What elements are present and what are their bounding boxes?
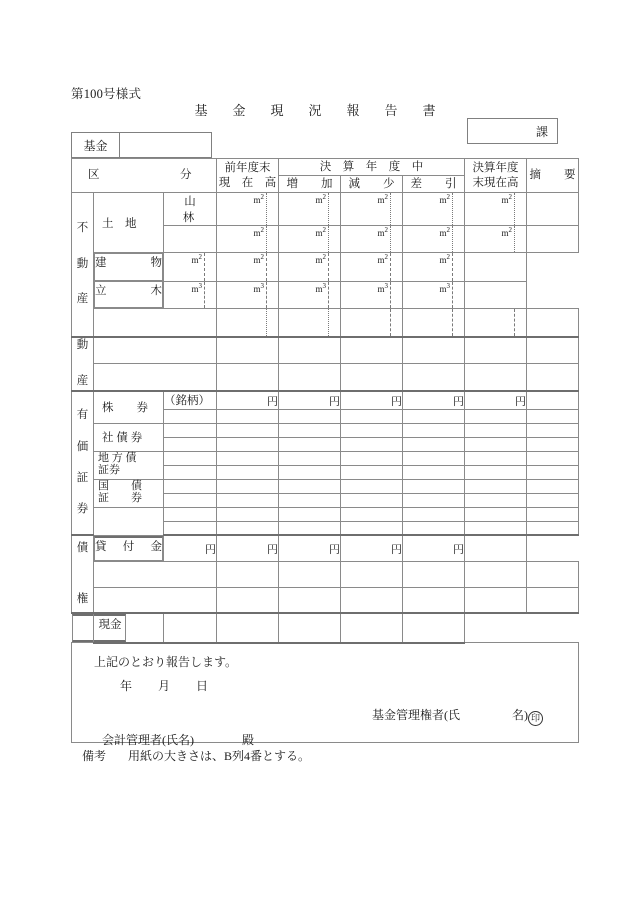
sub-label-corporate-bond (94, 423, 164, 451)
table-row (72, 535, 579, 561)
item-label-blank[interactable] (164, 451, 217, 465)
unit-yen: 円 (391, 543, 402, 556)
cell-decrease[interactable] (341, 409, 403, 423)
unit-cubic-meter: $m^3$ (377, 281, 388, 294)
cell-year-end[interactable] (465, 391, 527, 410)
table-row (72, 423, 579, 437)
cell-year-end[interactable] (465, 465, 527, 479)
header-during-year: 決 算 年 度 中 (279, 159, 465, 176)
cell-remarks[interactable] (527, 465, 579, 479)
cell-increase[interactable] (279, 479, 341, 493)
cell-prev-year-end[interactable] (217, 561, 279, 587)
cell-difference[interactable] (403, 493, 465, 507)
fund-label: 基金 (72, 133, 120, 157)
cell-increase[interactable] (279, 587, 341, 613)
cell-decrease[interactable] (341, 309, 403, 337)
group-label-securities (72, 391, 94, 536)
cell-prev-year-end[interactable] (217, 193, 279, 226)
cell-decrease[interactable] (341, 507, 403, 521)
cell-difference[interactable] (403, 391, 465, 410)
cell-decrease[interactable] (341, 493, 403, 507)
cell-prev-year-end[interactable] (217, 364, 279, 391)
sub-label-loan-mid: 付 (122, 540, 135, 553)
cell-year-end[interactable] (465, 337, 527, 364)
item-label-blank[interactable] (164, 423, 217, 437)
cell-prev-year-end[interactable] (217, 587, 279, 613)
item-label-blank[interactable] (164, 507, 217, 521)
unit-square-meter: $m^2$ (377, 253, 388, 265)
table-row (72, 613, 579, 643)
seal-icon: 印 (528, 711, 543, 726)
cell-remarks[interactable] (527, 493, 579, 507)
unit-square-meter: $m^2$ (439, 226, 451, 238)
group-label-securities-ch2: 価 (76, 440, 89, 453)
header-year-end (465, 159, 527, 193)
sub-label-corporate-bond-text: 社 債 券 (102, 432, 143, 444)
sub-label-national-bond-line1: 国 債 (98, 480, 142, 493)
statement-year: 年 (120, 678, 134, 693)
header-prev-year-end-line2: 現 在 高 (218, 176, 277, 189)
cell-difference[interactable] (403, 226, 465, 253)
statement-block (72, 643, 579, 747)
cell-decrease[interactable] (341, 451, 403, 465)
group-label-securities-ch1: 有 (76, 409, 89, 422)
cell-remarks[interactable] (527, 451, 579, 465)
table-row (72, 587, 579, 613)
cell-difference[interactable] (403, 451, 465, 465)
header-year-end-line2: 末現在高 (472, 176, 519, 189)
cell-year-end[interactable] (403, 535, 465, 561)
cell-year-end[interactable] (465, 226, 527, 253)
item-label-brand: （銘柄） (164, 391, 217, 410)
cell-increase[interactable] (217, 253, 279, 282)
cell-difference[interactable] (403, 507, 465, 521)
cell-decrease[interactable] (341, 465, 403, 479)
item-label-mountain-forest: 山 林 (164, 193, 217, 226)
unit-square-meter: $m^2$ (253, 226, 264, 238)
cell-increase[interactable] (279, 226, 341, 253)
cell-year-end[interactable] (403, 281, 465, 309)
cell-remarks[interactable] (527, 507, 579, 521)
header-prev-year-end-line1: 前年度末 (224, 162, 271, 175)
cell-remarks[interactable] (527, 423, 579, 437)
cell-remarks[interactable] (465, 253, 527, 282)
fund-name-input[interactable] (120, 133, 211, 157)
cell-decrease[interactable] (341, 587, 403, 613)
group-label-claims (72, 535, 94, 613)
cell-decrease[interactable] (341, 423, 403, 437)
cell-remarks[interactable] (527, 364, 579, 391)
cell-decrease[interactable] (341, 364, 403, 391)
cell-increase[interactable] (279, 561, 341, 587)
cell-decrease[interactable] (341, 193, 403, 226)
statement-date-line[interactable] (120, 677, 209, 694)
unit-square-meter: $m^2$ (253, 193, 264, 205)
table-row (72, 364, 579, 391)
fund-status-table (71, 158, 579, 747)
cell-year-end[interactable] (465, 451, 527, 465)
sub-label-blank[interactable] (94, 587, 217, 613)
unit-cubic-meter: $m^3$ (315, 281, 326, 294)
cell-year-end[interactable] (465, 409, 527, 423)
header-prev-year-end (217, 159, 279, 193)
table-row (72, 479, 579, 493)
cell-difference[interactable] (403, 423, 465, 437)
item-label-blank[interactable] (164, 465, 217, 479)
cell-prev-year-end[interactable] (217, 226, 279, 253)
cell-remarks[interactable] (403, 613, 465, 643)
header-category (72, 159, 217, 193)
cell-year-end[interactable] (465, 309, 527, 337)
unit-square-meter: $m^2$ (377, 193, 388, 205)
cell-year-end[interactable] (403, 253, 465, 282)
unit-square-meter: $m^2$ (439, 193, 451, 205)
cell-increase[interactable] (279, 507, 341, 521)
cell-prev-year-end[interactable] (217, 465, 279, 479)
header-category-label: 区 分 (88, 169, 192, 182)
cell-increase[interactable] (279, 423, 341, 437)
cell-increase[interactable] (279, 193, 341, 226)
statement-accountant: 会計管理者(氏名) (102, 732, 194, 747)
cell-difference[interactable] (341, 535, 403, 561)
cell-remarks[interactable] (527, 391, 579, 410)
cell-year-end[interactable] (465, 479, 527, 493)
cell-year-end[interactable] (465, 521, 527, 535)
cell-difference[interactable] (279, 613, 341, 643)
group-label-real-estate-ch3: 産 (76, 292, 89, 305)
statement-accountant-line (102, 731, 254, 748)
cell-prev-year-end[interactable] (164, 281, 217, 309)
cell-decrease[interactable] (341, 391, 403, 410)
unit-yen: 円 (453, 395, 465, 408)
unit-yen: 円 (391, 395, 402, 408)
sub-label-blank[interactable] (94, 364, 217, 391)
cell-year-end[interactable] (465, 587, 527, 613)
item-label-blank[interactable] (164, 437, 217, 451)
cell-increase[interactable] (279, 391, 341, 410)
group-label-movable-ch1: 動 (76, 339, 89, 352)
remark-text: 用紙の大きさは、B列4番とする。 (128, 749, 311, 763)
table-row (72, 253, 579, 282)
sub-label-national-bond (94, 479, 164, 507)
sub-label-blank[interactable] (94, 309, 217, 337)
cell-prev-year-end[interactable] (217, 423, 279, 437)
cell-prev-year-end[interactable] (164, 535, 217, 561)
cell-prev-year-end[interactable] (217, 507, 279, 521)
cell-decrease[interactable] (341, 437, 403, 451)
unit-cubic-meter: $m^3$ (191, 281, 202, 294)
cell-increase[interactable] (279, 493, 341, 507)
unit-yen: 円 (453, 543, 465, 556)
sub-label-local-bond (94, 451, 164, 479)
cell-prev-year-end[interactable] (217, 309, 279, 337)
unit-yen: 円 (267, 395, 278, 408)
cell-year-end[interactable] (465, 507, 527, 521)
cell-prev-year-end[interactable] (217, 409, 279, 423)
sub-label-national-bond-line2: 証 券 (98, 492, 142, 504)
unit-cubic-meter: $m^3$ (253, 281, 264, 294)
table-row (72, 391, 579, 410)
cell-increase[interactable] (279, 521, 341, 535)
sub-label-standing-tree (94, 281, 163, 308)
group-label-securities-ch3: 証 (76, 471, 89, 484)
unit-yen: 円 (329, 543, 340, 556)
cell-year-end[interactable] (465, 437, 527, 451)
sub-label-standing-tree-end: 木 (150, 285, 162, 297)
cell-prev-year-end[interactable] (164, 253, 217, 282)
form-number: 第100号様式 (71, 87, 142, 101)
cell-decrease[interactable] (341, 337, 403, 364)
group-label-movable-property (72, 337, 94, 391)
cell-increase[interactable] (279, 337, 341, 364)
statement-addressee: 殿 (242, 732, 255, 747)
cell-difference[interactable] (403, 587, 465, 613)
table-row (72, 507, 579, 521)
unit-yen: 円 (515, 395, 527, 408)
table-row (72, 309, 579, 337)
cell-decrease[interactable] (279, 253, 341, 282)
table-row (72, 561, 579, 587)
unit-yen: 円 (329, 395, 340, 408)
cell-prev-year-end[interactable] (217, 337, 279, 364)
cell-prev-year-end[interactable] (217, 493, 279, 507)
sub-label-stock-certificate-text: 株 券 (102, 402, 148, 414)
cell-difference[interactable] (403, 193, 465, 226)
header-remarks: 摘 要 (527, 159, 579, 193)
page-title: 基 金 現 況 報 告 書 (194, 103, 442, 118)
sub-label-blank[interactable] (94, 337, 217, 364)
table-row (72, 337, 579, 364)
cell-decrease[interactable] (341, 561, 403, 587)
cell-increase[interactable] (279, 437, 341, 451)
cell-remarks[interactable] (527, 479, 579, 493)
sub-label-land-text: 土 地 (102, 217, 137, 230)
table-row (72, 281, 579, 309)
cell-prev-year-end[interactable] (217, 479, 279, 493)
sub-label-loan-end: 金 (150, 540, 162, 553)
cell-year-end[interactable] (465, 193, 527, 226)
remark-note (82, 747, 310, 764)
item-label-land-blank[interactable] (164, 226, 217, 253)
cell-year-end[interactable] (465, 493, 527, 507)
cell-decrease[interactable] (217, 613, 279, 643)
unit-yen: 円 (267, 543, 278, 556)
cell-remarks[interactable] (527, 521, 579, 535)
unit-square-meter: $m^2$ (253, 253, 264, 265)
group-label-real-estate (72, 193, 94, 337)
group-label-claims-ch2: 権 (76, 593, 89, 605)
cell-year-end[interactable] (341, 613, 403, 643)
cell-increase[interactable] (279, 451, 341, 465)
header-difference: 差 引 (403, 176, 465, 193)
cell-increase[interactable] (217, 535, 279, 561)
cell-remarks[interactable] (527, 437, 579, 451)
unit-square-meter: $m^2$ (315, 253, 326, 265)
cell-prev-year-end[interactable] (217, 437, 279, 451)
cell-increase[interactable] (279, 409, 341, 423)
cell-increase[interactable] (279, 364, 341, 391)
item-label-blank[interactable] (164, 521, 217, 535)
cell-decrease[interactable] (279, 535, 341, 561)
sub-label-blank[interactable] (94, 507, 164, 535)
statement-manager-name-close: 名) (512, 707, 528, 722)
statement-fund-manager (372, 706, 543, 726)
sub-label-building-end: 物 (150, 257, 162, 269)
table-header-row (72, 159, 579, 176)
cell-remarks[interactable] (527, 193, 579, 226)
cell-decrease[interactable] (341, 521, 403, 535)
cell-difference[interactable] (403, 561, 465, 587)
department-box[interactable] (467, 118, 558, 144)
sub-label-blank[interactable] (94, 561, 217, 587)
unit-square-meter: $m^2$ (315, 226, 326, 238)
item-label-blank[interactable] (164, 493, 217, 507)
unit-square-meter: $m^2$ (501, 226, 513, 238)
cell-remarks[interactable] (527, 561, 579, 587)
sub-label-stock-certificate (94, 391, 164, 424)
sub-label-local-bond-line2: 証券 (98, 464, 120, 476)
statement-row (72, 643, 579, 743)
cell-difference[interactable] (403, 465, 465, 479)
cell-increase[interactable] (164, 613, 217, 643)
cell-difference[interactable] (403, 479, 465, 493)
statement-month: 月 (158, 678, 172, 693)
cell-remarks[interactable] (527, 587, 579, 613)
header-increase: 増 加 (279, 176, 341, 193)
group-label-securities-ch4: 券 (76, 502, 89, 515)
cell-decrease[interactable] (341, 226, 403, 253)
remark-label: 備考 (82, 749, 107, 763)
cell-difference[interactable] (403, 309, 465, 337)
cell-remarks[interactable] (465, 281, 527, 309)
sub-label-building-start: 建 (95, 257, 107, 269)
cell-prev-year-end[interactable] (217, 521, 279, 535)
group-label-real-estate-ch1: 不 (76, 222, 89, 235)
table-row (72, 193, 579, 226)
sub-label-building (94, 253, 163, 281)
cell-remarks[interactable] (527, 309, 579, 337)
cell-remarks[interactable] (527, 226, 579, 253)
unit-square-meter: $m^2$ (191, 253, 202, 265)
unit-square-meter: $m^2$ (501, 193, 513, 205)
cell-difference[interactable] (403, 437, 465, 451)
cell-difference[interactable] (403, 337, 465, 364)
cell-year-end[interactable] (465, 561, 527, 587)
item-label-blank[interactable] (164, 479, 217, 493)
department-label: 課 (535, 124, 548, 139)
fund-name-box (71, 132, 212, 158)
cell-increase[interactable] (279, 309, 341, 337)
cell-difference[interactable] (403, 364, 465, 391)
statement-report-line: 上記のとおり報告します。 (94, 654, 238, 669)
cell-decrease[interactable] (341, 479, 403, 493)
unit-square-meter: $m^2$ (377, 226, 388, 238)
sub-label-loan (94, 536, 163, 561)
statement-manager-title: 基金管理権者(氏 (372, 707, 460, 722)
cell-increase[interactable] (217, 281, 279, 309)
header-decrease: 減 少 (341, 176, 403, 193)
cell-difference[interactable] (403, 521, 465, 535)
cell-year-end[interactable] (465, 364, 527, 391)
cell-difference[interactable] (341, 253, 403, 282)
header-year-end-line1: 決算年度 (472, 162, 519, 175)
cell-increase[interactable] (279, 465, 341, 479)
unit-square-meter: $m^2$ (439, 253, 451, 265)
sub-label-loan-start: 貸 (95, 540, 107, 553)
cell-difference[interactable] (403, 409, 465, 423)
group-label-real-estate-ch2: 動 (76, 257, 89, 270)
sub-label-cash-end: 金 (110, 619, 122, 631)
cell-decrease[interactable] (279, 281, 341, 309)
cell-prev-year-end[interactable] (217, 451, 279, 465)
cell-remarks[interactable] (527, 337, 579, 364)
item-label-blank[interactable] (164, 409, 217, 423)
unit-yen: 円 (205, 543, 216, 556)
cell-remarks[interactable] (465, 535, 527, 561)
statement-day: 日 (196, 678, 210, 693)
cell-remarks[interactable] (527, 409, 579, 423)
cell-year-end[interactable] (465, 423, 527, 437)
group-label-claims-ch1: 債 (76, 541, 89, 554)
cell-prev-year-end[interactable] (217, 391, 279, 410)
sub-label-local-bond-line1: 地 方 債 (98, 452, 137, 465)
cell-difference[interactable] (341, 281, 403, 309)
sub-label-standing-tree-start: 立 (95, 285, 107, 297)
sub-label-cash-start: 現 (98, 619, 110, 631)
unit-cubic-meter: $m^3$ (439, 281, 451, 294)
group-label-movable-ch2: 産 (76, 374, 89, 387)
table-row (72, 451, 579, 465)
sub-label-land (94, 193, 164, 253)
sub-label-cash (72, 614, 126, 642)
unit-square-meter: $m^2$ (315, 193, 326, 205)
